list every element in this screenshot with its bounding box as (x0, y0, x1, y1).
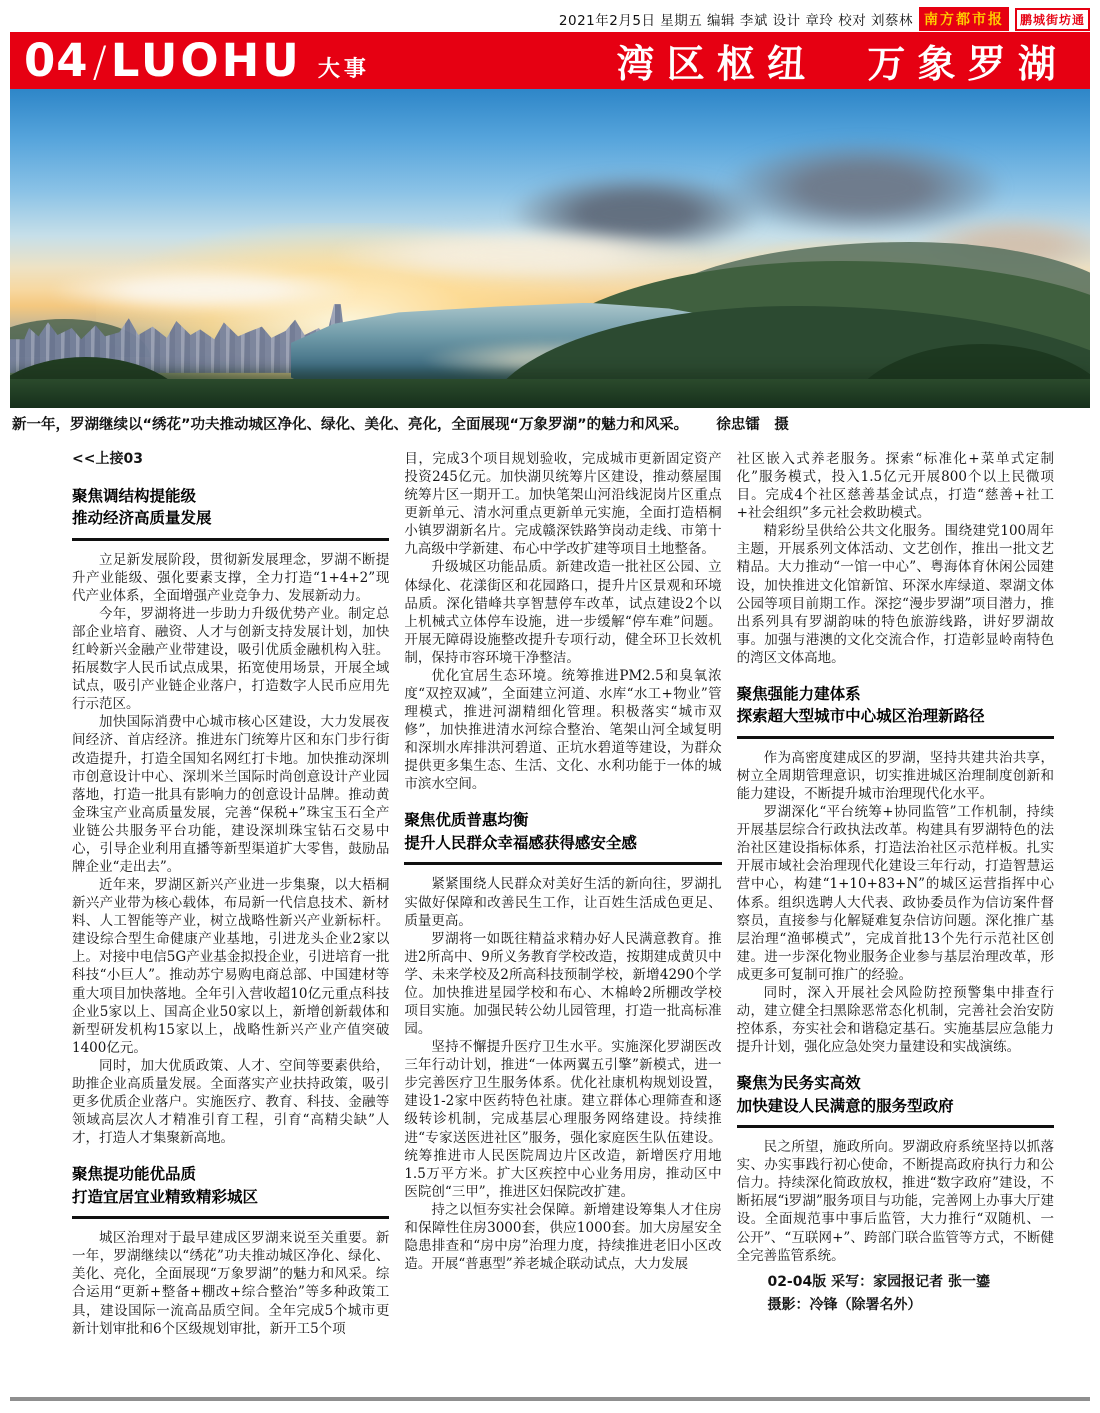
heading-line: 聚焦提功能优品质 (72, 1165, 197, 1184)
cloud (334, 229, 701, 280)
topbar (10, 6, 1090, 32)
dateline: 2021年2月5日 星期五 编辑 李斌 设计 章玲 校对 刘蔡林 (558, 13, 913, 29)
paragraph: 紧紧围绕人民群众对美好生活的新向往，罗湖扎实做好保障和改善民生工作，让百姓生活成色更足、质量更高。 (404, 876, 722, 929)
section-heading (737, 1072, 1054, 1128)
heading-rule (404, 862, 721, 865)
paragraph: 作为高密度建成区的罗湖，坚持共建共治共享，树立全周期管理意识，切实推进城区治理制度创新和能力建设，不断提升城市治理现代化水平。 (736, 749, 1054, 803)
paragraph: 优化宜居生态环境。统筹推进PM2.5和臭氧浓度“双控双减”，全面建立河道、水库“水工+物业”管理模式，推进河湖精细化管理。积极落实“城市双修”，加快推进清水河综合整治、笔架山河全域复明和深圳水库排洪河碧道、正坑水碧道等建设，为群众提供更多集生态、生活、文化、水利功能于一体的城市滨水空间。 (404, 667, 722, 793)
heading-line: 打造宜居宜业精致精彩城区 (72, 1187, 259, 1206)
paragraph: 精彩纷呈供给公共文化服务。围绕建党100周年主题，开展系列文体活动、文艺创作，推出一批文艺精品。大力推动“一馆一中心”、粤海体育休闲公园建设，加快推进文化馆新馆、环深水库绿道、翠湖文体公园等项目前期工作。深挖“漫步罗湖”项目潜力，推出系列具有罗湖韵味的特色旅游线路，讲好罗湖故事。加强与港澳的文化交流合作，打造彰显岭南特色的湾区文体高地。 (736, 523, 1054, 666)
section-heading (404, 809, 721, 865)
section-heading (72, 485, 389, 541)
community-edition-logo: 鹏城街坊通 (1015, 8, 1090, 31)
paragraph: 持之以恒夯实社会保障。新增建设筹集人才住房和保障性住房3000套，供应1000套。加大房屋安全隐患排查和“房中房”治理力度，持续推进老旧小区改造。开展“普惠型”养老城企联动试点，大力发展 (404, 1201, 722, 1273)
paragraph: 社区嵌入式养老服务。探索“标准化+菜单式定制化”服务模式，投入1.5亿元开展800个以上民微项目。完成4个社区慈善基金试点，打造“慈善+社工+社会组织”多元社会救助模式。 (736, 451, 1054, 522)
byline-photographer: 摄影：冷锋（除署名外） (767, 1297, 922, 1314)
article-body (72, 450, 1054, 1385)
column-3 (737, 450, 1054, 1385)
byline-writers: 02-04版 采写：家园报记者 张一鎏 (767, 1273, 990, 1290)
section-heading (737, 683, 1054, 739)
heading-line: 提升人民群众幸福感获得感安全感 (404, 833, 637, 852)
foreground-treeline (10, 379, 1090, 408)
section-name: LUOHU (110, 34, 302, 87)
paragraph: 同时，深入开展社会风险防控预警集中排查行动，建立健全扫黑除恶常态化机制，完善社会治安防控体系，夯实社会和谐稳定基石。实施基层应急能力提升计划，强化应急处突力量建设和实战演练。 (736, 984, 1054, 1056)
heading-line: 探索超大型城市中心城区治理新路径 (736, 707, 985, 726)
byline (767, 1271, 1054, 1319)
paragraph: 加快国际消费中心城市核心区建设，大力发展夜间经济、首店经济。推进东门统筹片区和东门步行街改造提升，打造全国知名网红打卡地。加快推动深圳市创意设计中心、深圳米兰国际时尚创意设计产业园落地，打造一批具有影响力的创意设计品牌。推动黄金珠宝产业高质量发展，完善“保税+”珠宝玉石全产业链公共服务平台功能，建设深圳珠宝钻石交易中心，引导企业利用直播等新型渠道扩大零售，鼓励品牌企业“走出去”。 (72, 714, 390, 876)
slash-separator: / (92, 37, 107, 86)
caption-text: 新一年，罗湖继续以“绣花”功夫推动城区净化、绿化、美化、亮化，全面展现“万象罗湖”的魅力和风采。 (12, 417, 689, 433)
heading-line: 推动经济高质量发展 (72, 509, 212, 528)
continued-from-marker: <<上接03 (72, 451, 143, 467)
nandu-masthead-logo: 南方都市报 (919, 7, 1009, 31)
heading-line: 聚焦优质普惠均衡 (404, 811, 529, 830)
paragraph: 罗湖深化“平台统筹+协同监管”工作机制，持续开展基层综合行政执法改革。构建具有罗湖特色的法治社区建设指标体系，打造法治社区示范样板。扎实开展市域社会治理现代化建设三年行动，打造智慧运营中心，构建“1+10+83+N”的城区运营指挥中心体系。组织选聘人大代表、政协委员作为信访案件督察员，直接参与化解疑难复杂信访问题。深化推广基层治理“渔邨模式”，完成首批13个先行示范社区创建。进一步深化物业服务企业参与基层治理改革，形成更多可复制可推广的经验。 (736, 804, 1054, 983)
photo-credit: 徐忠镭 摄 (716, 417, 789, 433)
photo-caption (12, 413, 1088, 434)
paragraph: 目，完成3个项目规划验收，完成城市更新固定资产投资245亿元。加快湖贝统筹片区建设，推动蔡屋围统筹片区一期开工。加快笔架山河沿线泥岗片区重点更新单元、清水河重点更新单元实施，全面打造梧桐小镇罗湖新名片。完成赣深铁路笋岗动走线、市第十九高级中学新建、布心中学改扩建等项目土地整备。 (404, 451, 722, 558)
cloud (53, 268, 355, 313)
paragraph: 近年来，罗湖区新兴产业进一步集聚，以大梧桐新兴产业带为核心载体，布局新一代信息技术、新材料、人工智能等产业，树立战略性新兴产业新标杆。建设综合型生命健康产业基地，引进龙头企业2家以上。对接中电信5G产业基金拟投企业，引进培育一批科技“小巨人”。推动苏宁易购电商总部、中国建材等重大项目加快落地。全年引入营收超10亿元重点科技企业5家以上、国高企业50家以上，新增创新载体和新型研发机构15家以上，战略性新兴产业产值突破1400亿元。 (72, 877, 390, 1056)
paragraph: 同时，加大优质政策、人才、空间等要素供给，助推企业高质量发展。全面落实产业扶持政策，吸引更多优质企业落户。实施医疗、教育、科技、金融等领域高层次人才精准引育工程，引育“高精尖缺”人才，打造人才集聚新高地。 (72, 1057, 390, 1147)
heading-rule (737, 736, 1054, 739)
paragraph: 坚持不懈提升医疗卫生水平。实施深化罗湖医改三年行动计划，推进“一体两翼五引擎”新模式，进一步完善医疗卫生服务体系。优化社康机构规划设置，建设1-2家中医药特色社康。建立群体心理筛查和逐级转诊机制，完成基层心理服务网络建设。持续推进“专家送医进社区”服务，强化家庭医生队伍建设。统筹推进市人民医院周边片区改造，新增医疗用地1.5万平方米。扩大区疾控中心业务用房，推动区中医院创“三甲”，推进区妇保院改扩建。 (404, 1039, 722, 1200)
heading-rule (737, 1125, 1054, 1128)
heading-rule (72, 1216, 389, 1219)
section-heading (72, 1163, 389, 1219)
paragraph: 立足新发展阶段，贯彻新发展理念，罗湖不断提升产业能级、强化要素支撑，全力打造“1+4+2”现代产业体系，全面增强产业竞争力、发展新动力。 (72, 551, 390, 604)
heading-line: 聚焦调结构提能级 (72, 486, 197, 505)
section-suffix: 大事 (317, 57, 370, 82)
page-section-label (24, 34, 370, 87)
paragraph: 升级城区功能品质。新建改造一批社区公园、立体绿化、花漾街区和花园路口，提升片区景观和环境品质。深化错峰共享智慧停车改革，试点建设2个以上机械式立体停车设施，进一步缓解“停车难”问题。开展无障碍设施整改提升专项行动，健全环卫长效机制，保持市容环境干净整洁。 (404, 559, 722, 666)
heading-line: 加快建设人民满意的服务型政府 (736, 1096, 954, 1115)
page-number: 04 (24, 34, 89, 87)
heading-line: 聚焦为民务实高效 (736, 1074, 861, 1093)
lead-photo (10, 89, 1090, 408)
heading-rule (72, 538, 389, 541)
paragraph: 罗湖将一如既往精益求精办好人民满意教育。推进2所高中、9所义务教育学校改造，按期建成黄贝中学、未来学校及2所高科技预制学校，新增4290个学位。加快推进星园学校和布心、木棉岭2所棚改学校项目实施。加强民转公幼儿园管理，打造一批高标准园。 (404, 930, 722, 1038)
paragraph: 城区治理对于最早建成区罗湖来说至关重要。新一年，罗湖继续以“绣花”功夫推动城区净化、绿化、美化、亮化，全面展现“万象罗湖”的魅力和风采。综合运用“更新+整备+棚改+综合整治”等多种政策工具，建设国际一流高品质空间。全年完成5个城市更新计划审批和6个区级规划审批，新开工5个项 (72, 1230, 390, 1337)
column-1 (72, 450, 389, 1385)
section-banner (10, 32, 1090, 89)
paragraph: 民之所望，施政所向。罗湖政府系统坚持以抓落实、办实事践行初心使命，不断提高政府执行力和公信力。持续深化简政放权，推进“数字政府”建设，不断拓展“i罗湖”服务项目与功能，完善网上办事大厅建设。全面规范事中事后监管，大力推行“双随机、一公开”、“互联网+”、跨部门联合监管等方式，不断健全完善监管系统。 (736, 1139, 1054, 1264)
heading-line: 聚焦强能力建体系 (736, 684, 861, 703)
column-2 (404, 450, 721, 1385)
paragraph: 今年，罗湖将进一步助力升级优势产业。制定总部企业培育、融资、人才与创新支持发展计划，加快红岭新兴金融产业带建设，吸引优质金融机构入驻。拓展数字人民币试点成果，拓宽使用场景，开展全域试点，吸引产业链企业落户，打造数字人民币应用先行示范区。 (72, 605, 390, 713)
banner-slogan: 湾区枢纽 万象罗湖 (616, 41, 1068, 86)
page-bottom-rule (10, 1397, 1090, 1401)
